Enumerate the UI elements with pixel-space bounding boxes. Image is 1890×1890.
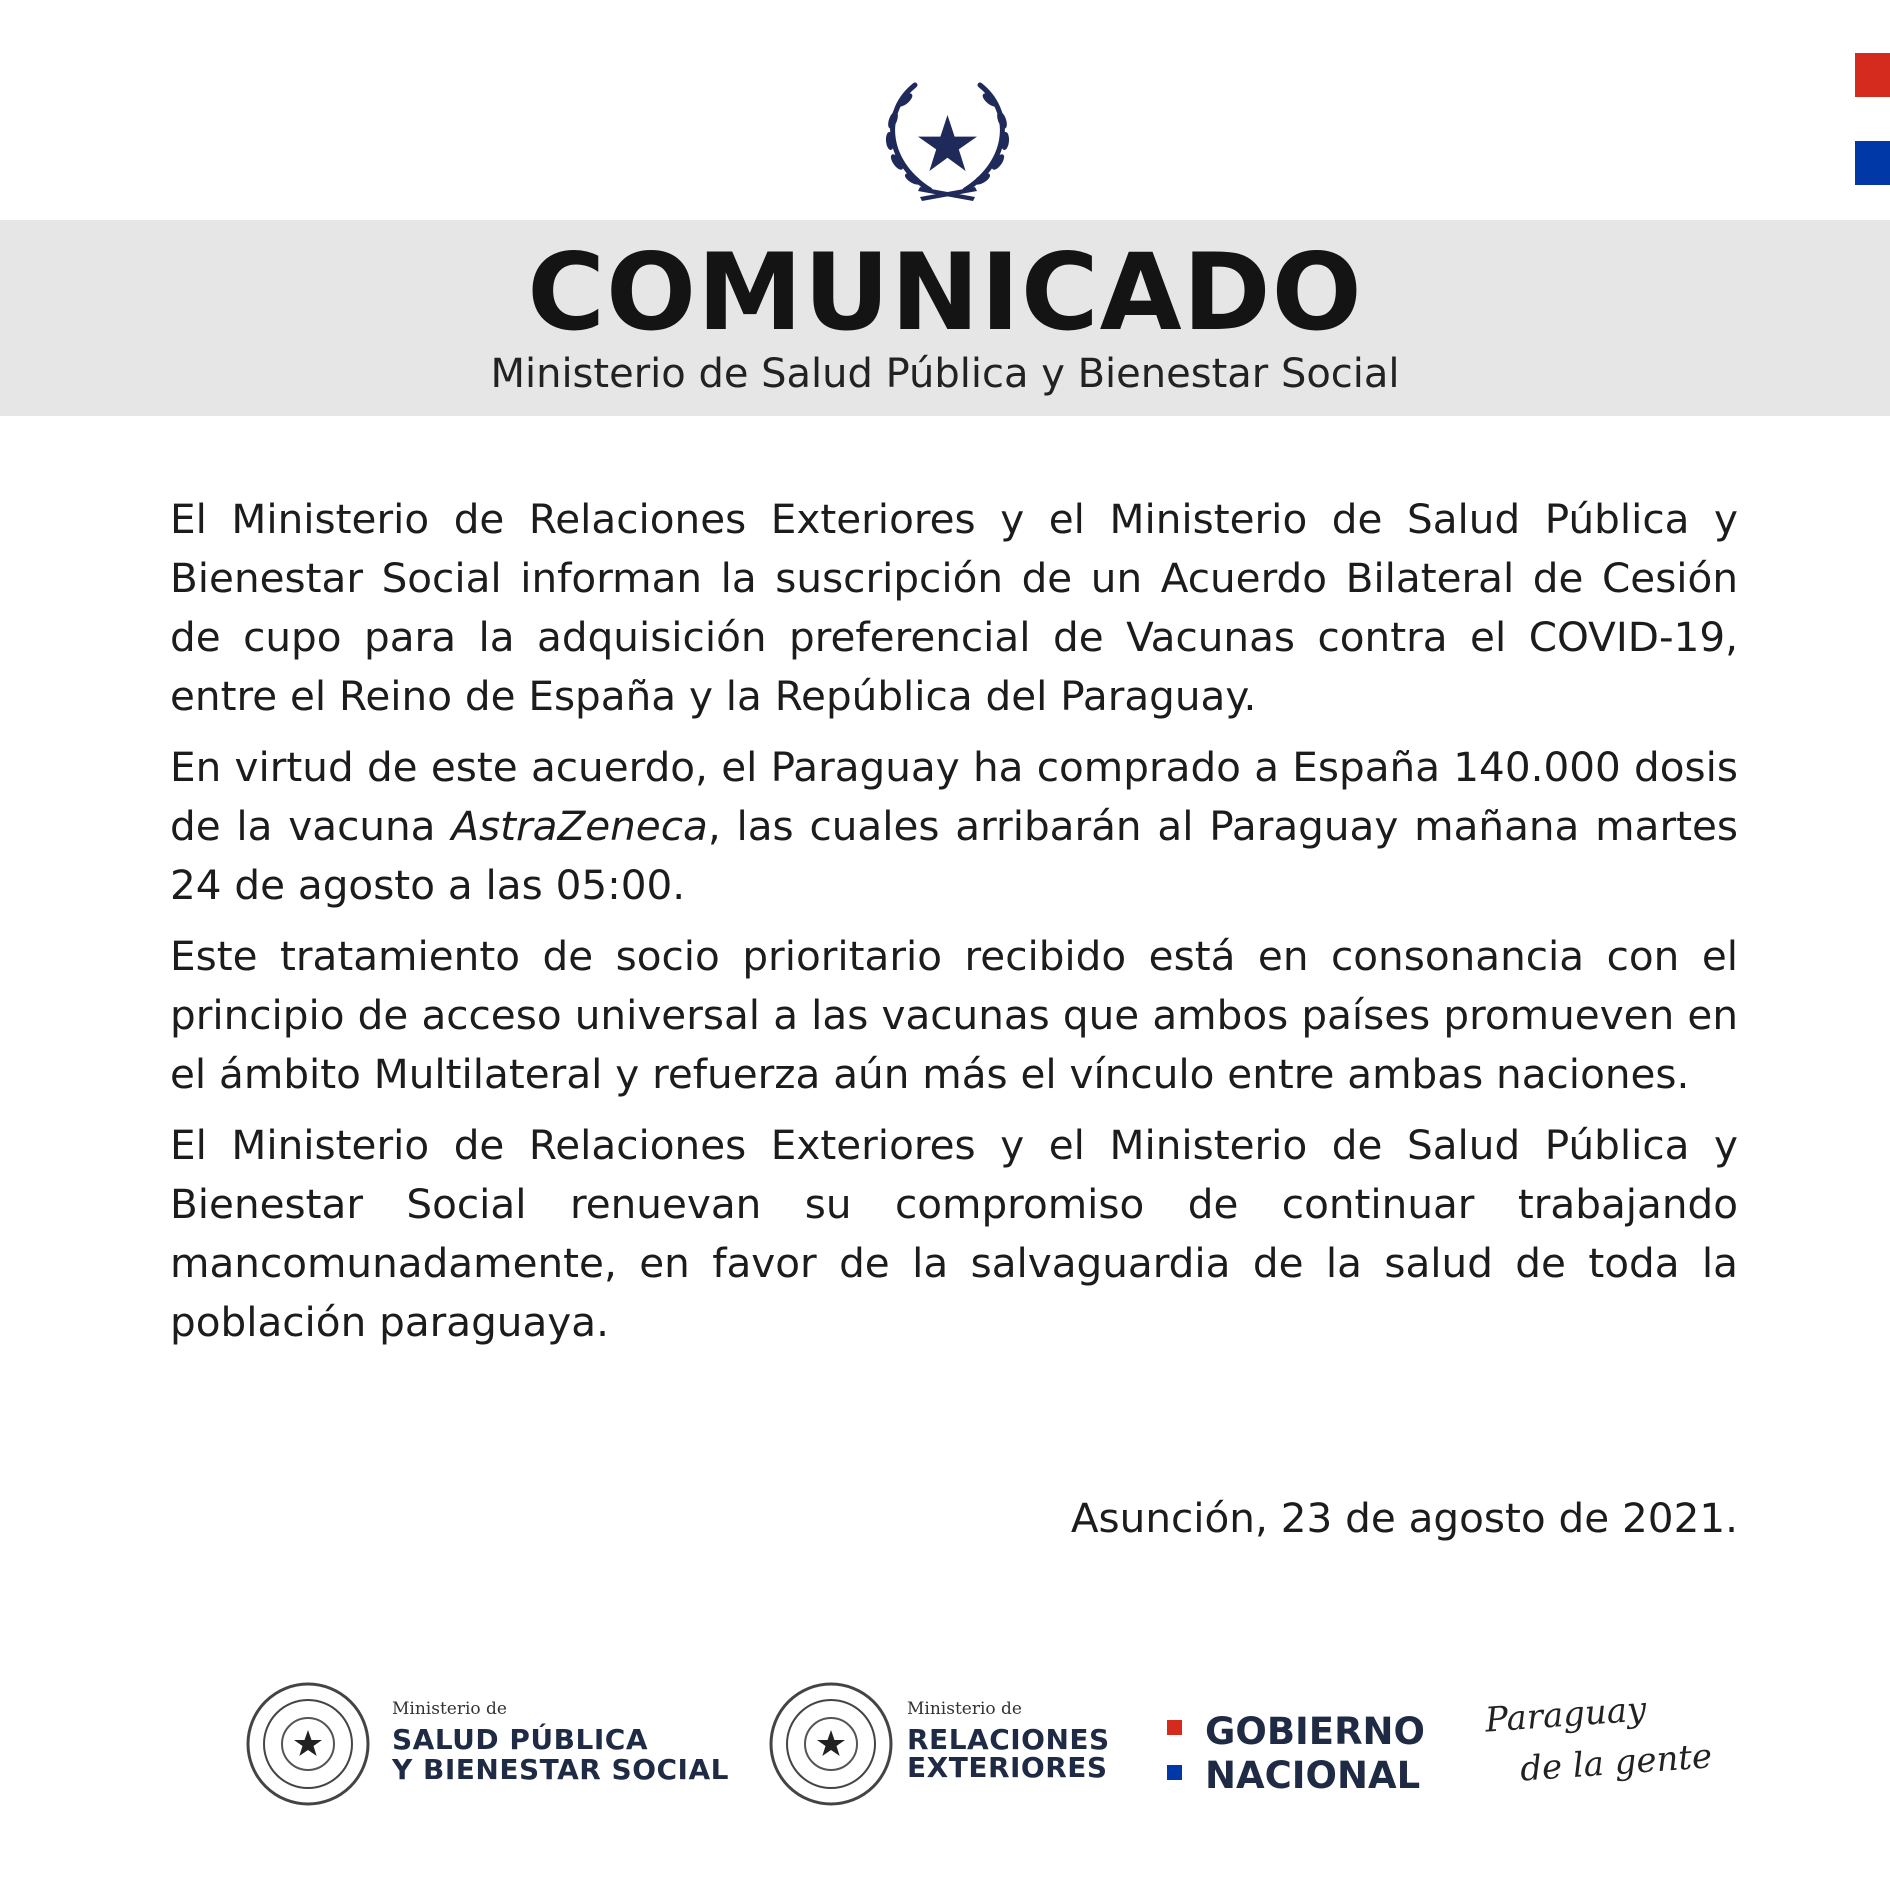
statement-body (170, 490, 1738, 1364)
footer-logos (0, 1665, 1890, 1815)
gobierno-logo-line1: GOBIERNO (1205, 1710, 1425, 1753)
paragraph-3: Este tratamiento de socio prioritario recibido está en consonancia con el principio de acceso universal a las vacunas que ambos países promueven en el ámbito Multilateral y refuerza aún más el vínculo entre ambas naciones. (170, 932, 1738, 1098)
paragraph-4: El Ministerio de Relaciones Exteriores y el Ministerio de Salud Pública y Bienestar Social renuevan su compromiso de continuar trabajando mancomunadamente, en favor de la salvaguardia de la salud de toda la población paraguaya. (170, 1121, 1738, 1346)
relaciones-logo-small: Ministerio de (907, 1699, 1022, 1719)
page-subtitle: Ministerio de Salud Pública y Bienestar Social (490, 351, 1400, 397)
signature-line1: Paraguay (1483, 1689, 1648, 1741)
signature-line2: de la gente (1518, 1736, 1714, 1790)
national-seal-icon (245, 1681, 371, 1807)
date-line: Asunción, 23 de agosto de 2021. (1070, 1494, 1738, 1542)
flag-red-stripe (1855, 53, 1890, 97)
salud-logo-small: Ministerio de (392, 1699, 507, 1719)
vaccine-name: AstraZeneca (451, 802, 708, 850)
salud-logo-line2: Y BIENESTAR SOCIAL (392, 1753, 729, 1786)
paragraph-1: El Ministerio de Relaciones Exteriores y el Ministerio de Salud Pública y Bienestar Social informan la suscripción de un Acuerdo Bilateral de Cesión de cupo para la adquisición preferencial de Vacunas contra el COVID-19, entre el Reino de España y la República del Paraguay. (170, 495, 1738, 720)
national-seal-icon (768, 1681, 894, 1807)
salud-logo-line1: SALUD PÚBLICA (392, 1723, 648, 1756)
star-laurel-emblem-icon (875, 75, 1020, 205)
paragraph-2-part-b: , las cuales arribarán al Paraguay mañana martes 24 de agosto a las 05:00. (170, 802, 1738, 909)
gobierno-logo-line2: NACIONAL (1205, 1754, 1421, 1797)
red-square-icon (1167, 1720, 1182, 1735)
relaciones-logo-line2: EXTERIORES (907, 1751, 1108, 1784)
flag-blue-stripe (1855, 141, 1890, 185)
paragraph-2 (170, 738, 1738, 915)
paragraph-2-part-a: En virtud de este acuerdo, el Paraguay ha comprado a España 140.000 dosis de la vacuna (170, 743, 1738, 850)
page-title: COMUNICADO (527, 231, 1363, 354)
relaciones-logo-line1: RELACIONES (907, 1723, 1110, 1756)
blue-square-icon (1167, 1765, 1182, 1780)
